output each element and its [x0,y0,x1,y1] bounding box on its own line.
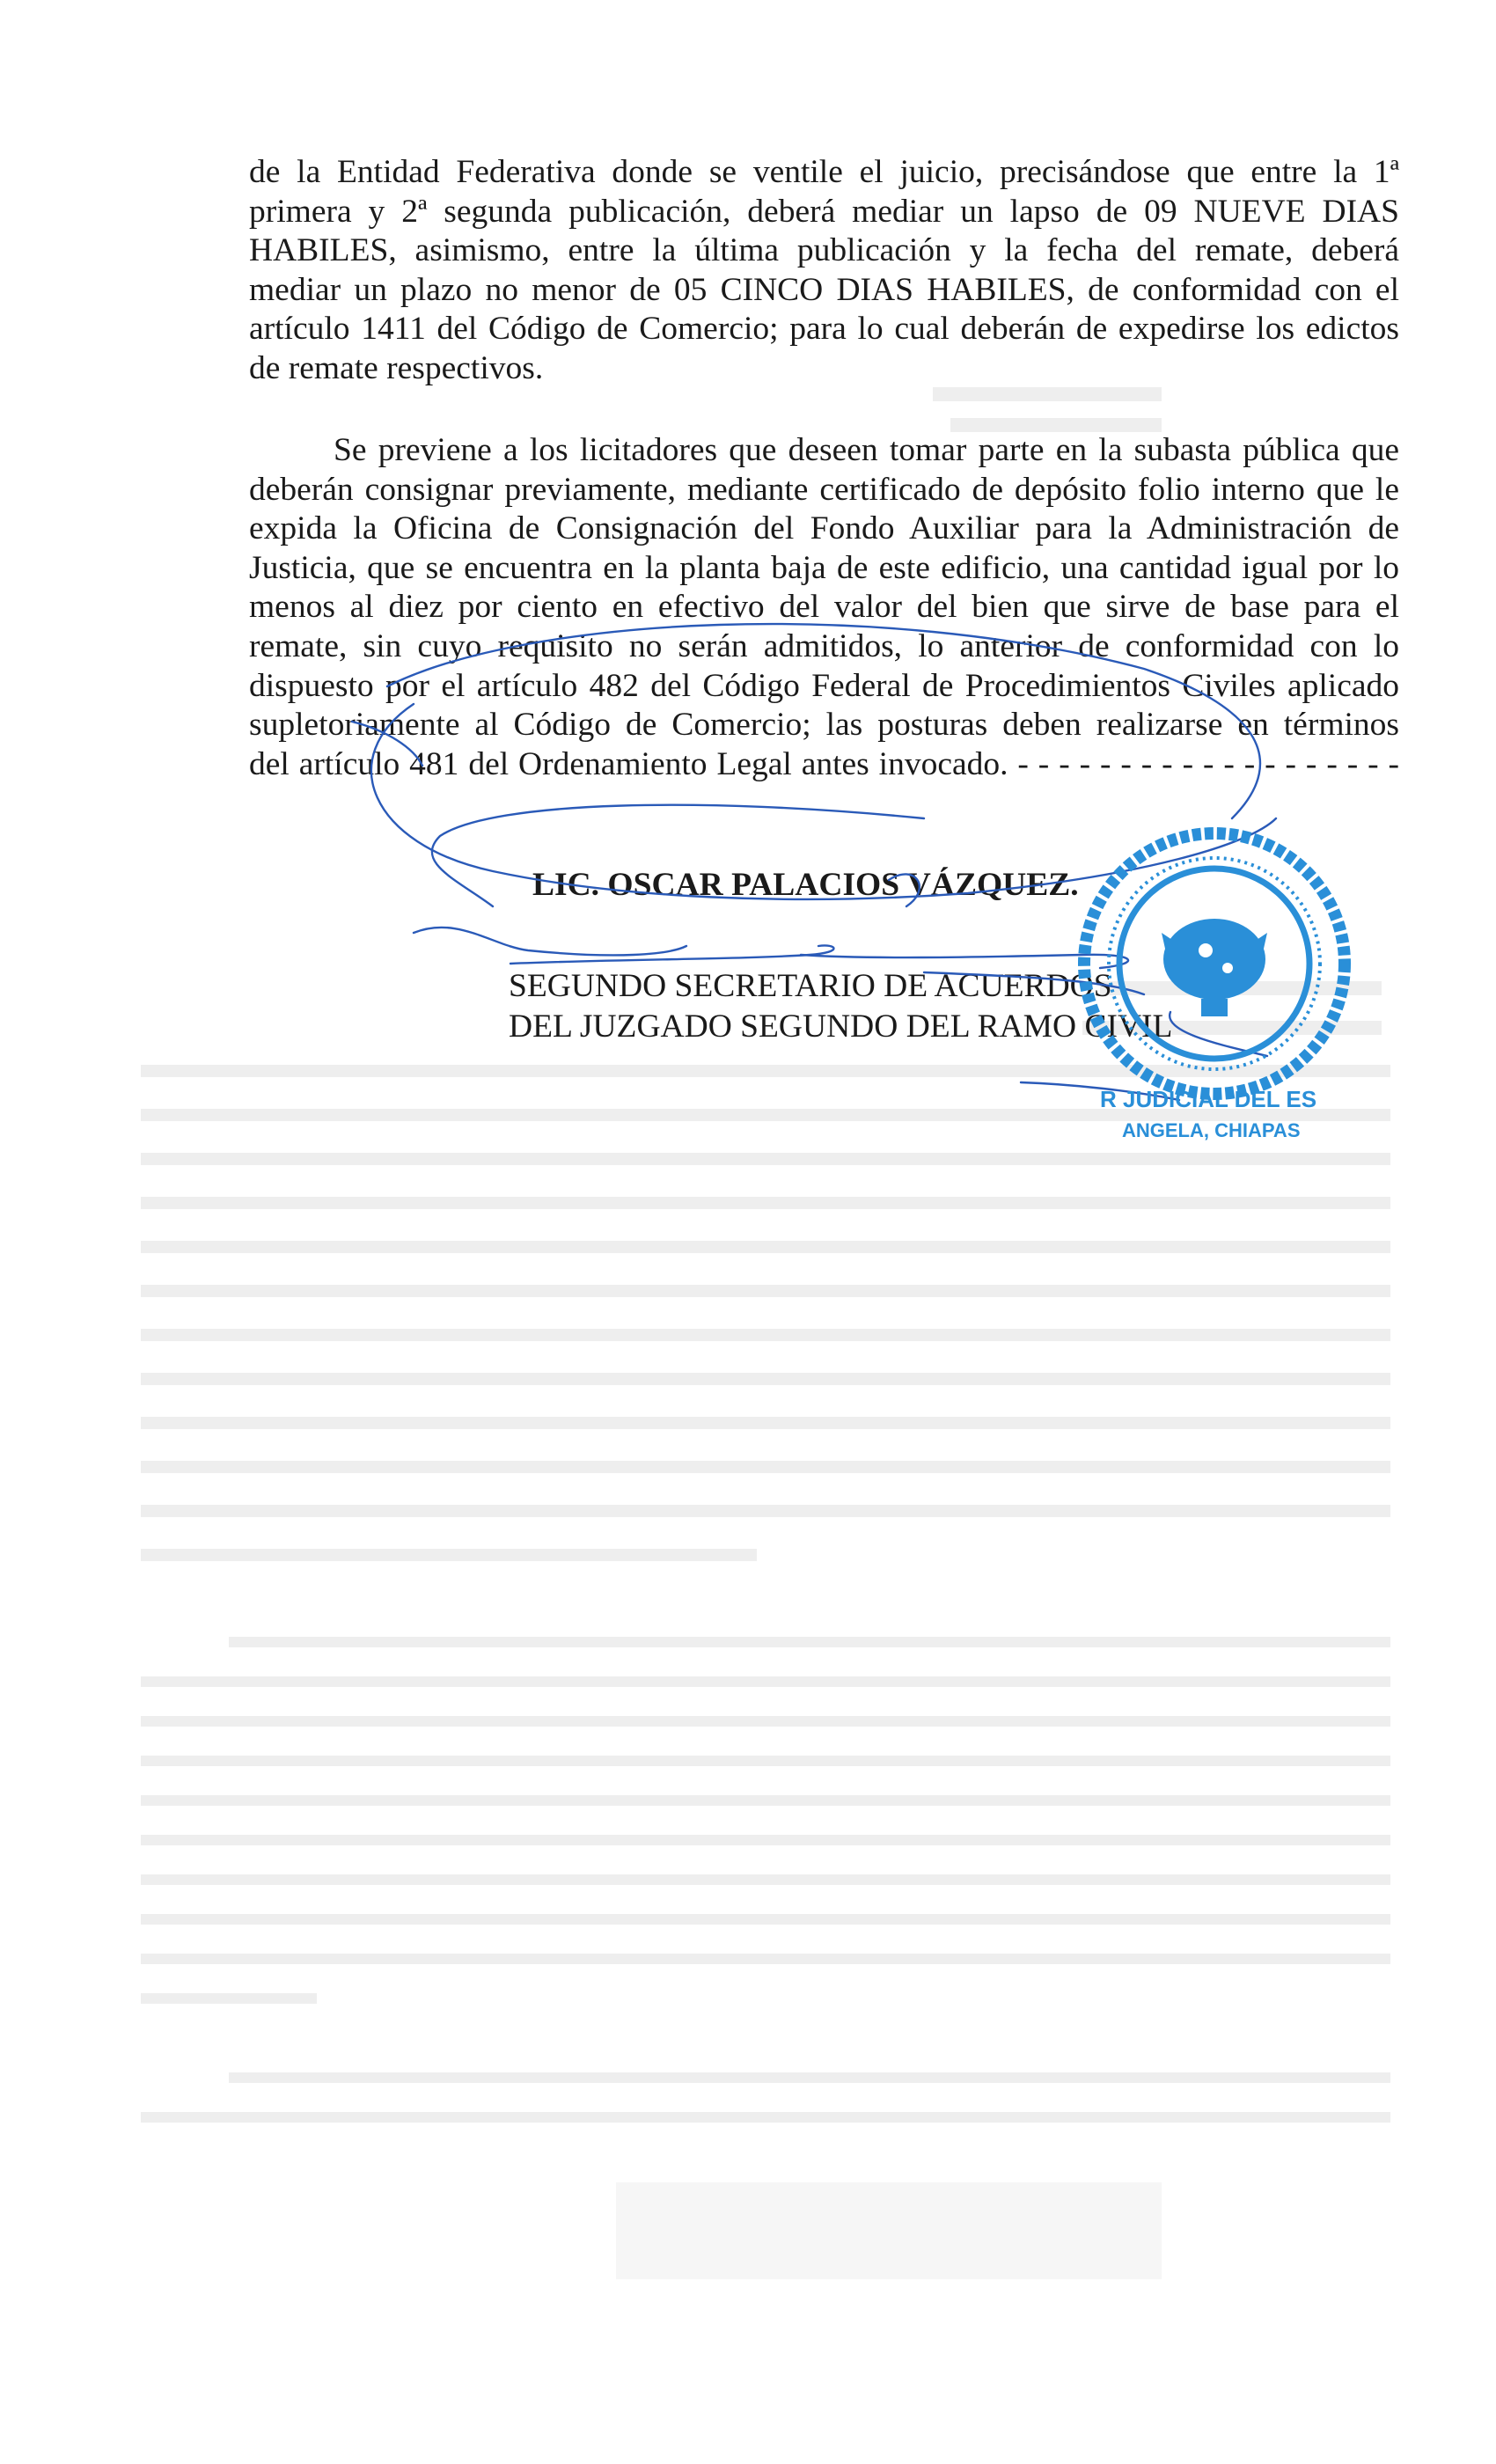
paragraph-1-line: mediar un plazo no menor de 05 CINCO DIAS HABILES, de conformidad con el [249,271,1399,308]
paragraph-2-line: supletoriamente al Código de Comercio; las posturas deben realizarse en términos [249,707,1399,744]
paragraph-remate-publicacion [249,153,1399,389]
signatory-name: LIC. OSCAR PALACIOS VÁZQUEZ. [532,867,1079,903]
paragraph-2-line: remate, sin cuyo requisito no serán admitidos, lo anterior de conformidad con lo [249,627,1399,664]
paragraph-2-line: Se previene a los licitadores que deseen tomar parte en la subasta pública que [334,432,1399,468]
paragraph-1-line: HABILES, asimismo, entre la última publicación y la fecha del remate, deberá [249,232,1399,269]
court-seal [1056,827,1382,1153]
paragraph-2-line: menos al diez por ciento en efectivo del valor del bien que sirve de base para el [249,589,1399,626]
paragraph-2-line: deberán consignar previamente, mediante certificado de depósito folio interno que le [249,471,1399,508]
paragraph-2-line: dispuesto por el artículo 482 del Código Federal de Procedimientos Civiles aplicado [249,667,1399,704]
paragraph-2-line: Justicia, que se encuentra en la planta baja de este edificio, una cantidad igual por lo [249,549,1399,586]
seal-bottom-text: R JUDICIAL DEL ES [1100,1086,1317,1112]
paragraph-1-line: artículo 1411 del Código de Comercio; para lo cual deberán de expedirse los edictos [249,311,1399,348]
eagle-emblem-icon [1162,919,1267,1016]
paragraph-1-line: de la Entidad Federativa donde se ventile el juicio, precisándose que entre la 1ª [249,154,1399,190]
seal-place-text: ANGELA, CHIAPAS [1122,1119,1301,1141]
paragraph-licitadores [249,431,1399,784]
paragraph-2-line: expida la Oficina de Consignación del Fondo Auxiliar para la Administración de [249,510,1399,547]
paragraph-1-line: de remate respectivos. [249,349,544,386]
paragraph-2-line: del artículo 481 del Ordenamiento Legal antes invocado. - - - - - - - - - - - - - - - - - - - [249,745,1399,782]
signatory-title-line-1: SEGUNDO SECRETARIO DE ACUERDOS [509,968,1112,1004]
paragraph-1-line: primera y 2ª segunda publicación, deberá mediar un lapso de 09 NUEVE DIAS [249,193,1399,230]
signatory-title-line-2: DEL JUZGADO SEGUNDO DEL RAMO CIVIL [509,1008,1173,1045]
